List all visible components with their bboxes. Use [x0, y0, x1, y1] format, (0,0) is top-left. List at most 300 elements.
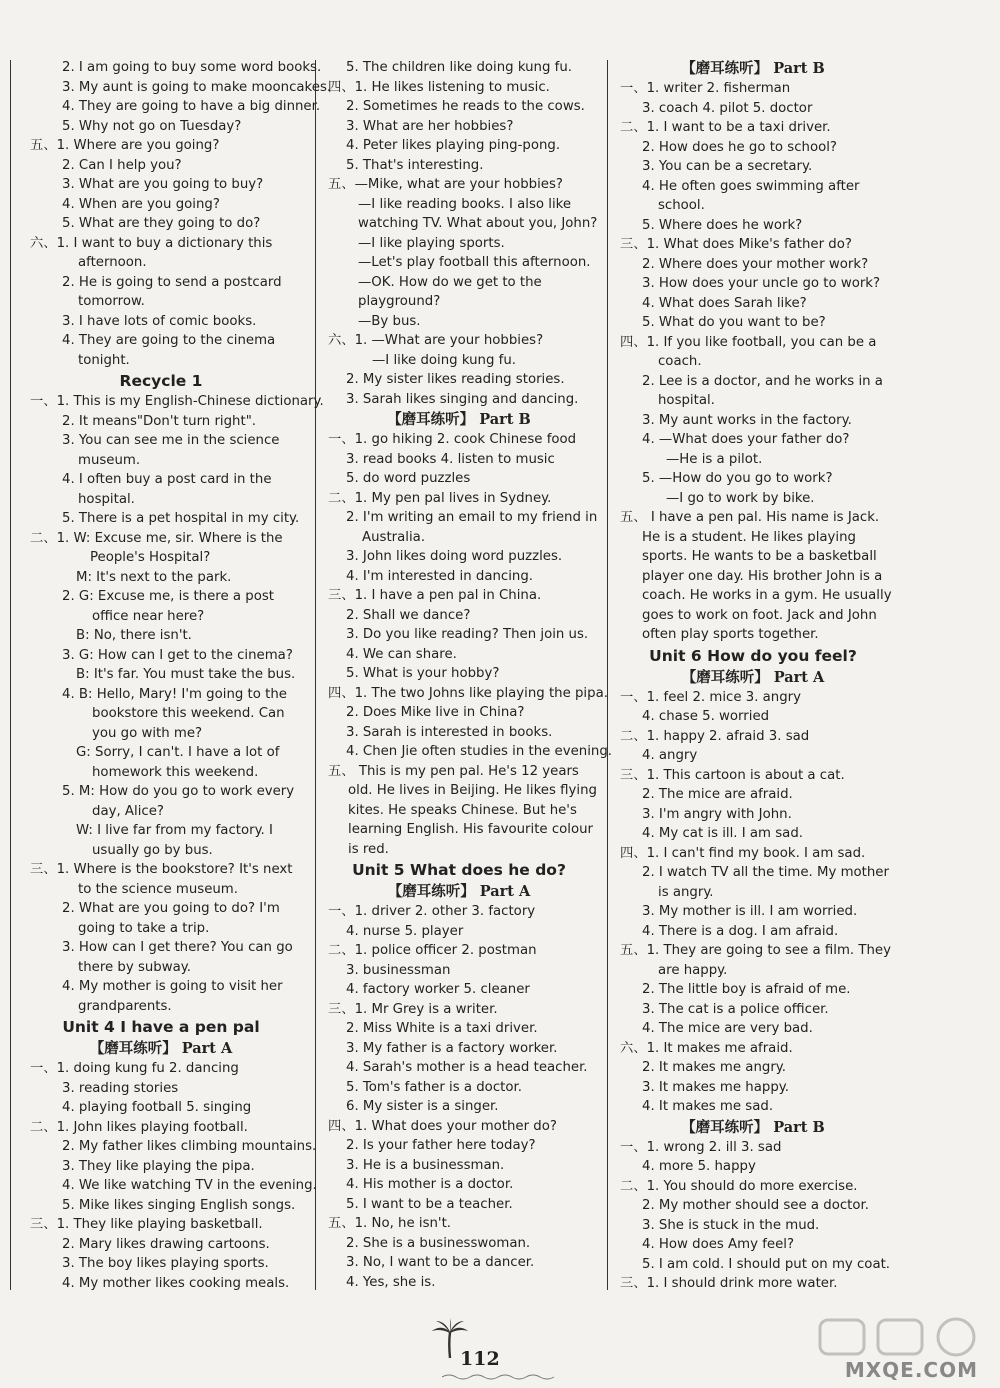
- answer-line: [30, 782, 295, 802]
- answer-line: [30, 548, 292, 568]
- answer-line: [620, 118, 886, 138]
- answer-line: [30, 1157, 292, 1177]
- answer-text: I have a pen pal. His name is Jack.: [646, 510, 880, 525]
- answer-line: [30, 312, 292, 332]
- answer-text: kites. He speaks Chinese. But he's: [348, 802, 577, 818]
- answer-column-3: [620, 58, 892, 1294]
- answer-text: day, Alice?: [92, 803, 164, 819]
- answer-line: [328, 1019, 590, 1039]
- answer-text: 4. Chen Jie often studies in the evening.: [346, 744, 612, 759]
- answer-line: [30, 587, 292, 607]
- answer-text: M: It's next to the park.: [76, 569, 232, 585]
- answer-line: [328, 175, 590, 195]
- answer-text: 4. chase 5. worried: [642, 709, 770, 724]
- answer-line: [328, 1175, 590, 1195]
- answer-line: [30, 273, 292, 293]
- answer-text: 5. —How do you go to work?: [642, 471, 833, 486]
- answer-line: [30, 1059, 292, 1079]
- answer-text: is angry.: [658, 884, 714, 900]
- answer-line: [30, 1274, 292, 1294]
- answer-text: 4. factory worker 5. cleaner: [346, 982, 530, 997]
- answer-line: [620, 980, 886, 1000]
- answer-text: 3. He is a businessman.: [346, 1157, 505, 1173]
- answer-line: [30, 977, 292, 997]
- answer-line: [30, 412, 292, 432]
- part-heading: 【磨耳练听】 Part B: [681, 60, 825, 77]
- answer-line: [30, 1079, 292, 1099]
- answer-text: bookstore this weekend. Can: [92, 706, 285, 721]
- answer-line: [328, 312, 590, 332]
- answer-text: 3. The boy likes playing sports.: [62, 1256, 269, 1271]
- answer-line: [620, 1000, 886, 1020]
- answer-line: [30, 1235, 292, 1255]
- answer-line: [620, 1177, 886, 1197]
- answer-line: [620, 766, 886, 786]
- section-marker: 六、: [30, 235, 57, 251]
- answer-line: [620, 1196, 886, 1216]
- answer-text: —I like doing kung fu.: [372, 352, 516, 368]
- answer-text: school.: [658, 198, 705, 213]
- answer-text: 4. There is a dog. I am afraid.: [642, 923, 839, 939]
- answer-line: [620, 1274, 886, 1294]
- answer-line: [328, 351, 590, 371]
- section-marker: 三、: [328, 588, 355, 603]
- answer-text: 1. writer 2. fisherman: [646, 81, 791, 96]
- section-marker: 一、: [328, 904, 355, 919]
- answer-text: W: I live far from my factory. I: [76, 823, 273, 838]
- section-marker: 四、: [328, 79, 355, 95]
- answer-line: [328, 645, 590, 665]
- answer-line: [620, 99, 886, 119]
- answer-text: 1. I can't find my book. I am sad.: [646, 845, 866, 861]
- section-marker: 二、: [328, 490, 355, 506]
- answer-line: [328, 1273, 590, 1293]
- answer-text: 1. Where are you going?: [56, 138, 220, 153]
- answer-text: 4. How does Amy feel?: [642, 1237, 794, 1252]
- answer-line: [328, 195, 590, 215]
- answer-line: [30, 763, 292, 783]
- answer-line: [30, 1215, 292, 1235]
- answer-text: —He is a pilot.: [666, 451, 763, 467]
- answer-text: 4. I often buy a post card in the: [62, 472, 272, 487]
- answer-text: 1. If you like football, you can be a: [646, 334, 877, 350]
- answer-column-2: [328, 58, 612, 1292]
- section-marker: 二、: [328, 943, 355, 958]
- answer-text: 3. My aunt works in the factory.: [642, 412, 852, 428]
- answer-text: 5. There is a pet hospital in my city.: [62, 511, 300, 526]
- answer-line: [620, 157, 886, 177]
- answer-text: 5. I am cold. I should put on my coat.: [642, 1256, 891, 1272]
- answer-text: goes to work on foot. Jack and John: [642, 607, 877, 623]
- answer-line: [30, 156, 292, 176]
- answer-text: B: No, there isn't.: [76, 628, 192, 643]
- answer-line: [620, 372, 886, 392]
- answer-text: 3. You can see me in the science: [62, 433, 280, 448]
- answer-line: [620, 469, 886, 489]
- answer-text: 4. It makes me sad.: [642, 1099, 774, 1114]
- answer-text: is red.: [348, 841, 389, 857]
- answer-text: 3. Sarah likes singing and dancing.: [346, 391, 579, 407]
- answer-line: [620, 1157, 886, 1177]
- answer-line: [328, 961, 590, 981]
- answer-text: 5. Tom's father is a doctor.: [346, 1079, 522, 1095]
- answer-line: [30, 470, 292, 490]
- answer-text: 3. Do you like reading? Then join us.: [346, 627, 589, 642]
- answer-line: [30, 529, 292, 549]
- answer-line: [328, 331, 590, 351]
- answer-line: [620, 805, 886, 825]
- answer-text: 1. Mr Grey is a writer.: [354, 1001, 498, 1017]
- answer-text: tomorrow.: [78, 294, 145, 309]
- answer-text: B: It's far. You must take the bus.: [76, 667, 296, 682]
- answer-text: 4. Sarah's mother is a head teacher.: [346, 1060, 588, 1075]
- part-heading: 【磨耳练听】 Part B: [681, 1118, 825, 1136]
- answer-line: [30, 646, 292, 666]
- answer-text: player one day. His brother John is a: [642, 568, 883, 584]
- answer-text: 2. I am going to buy some word books.: [62, 60, 322, 75]
- answer-line: [328, 1039, 590, 1059]
- answer-line: [30, 97, 321, 117]
- answer-line: [328, 547, 590, 567]
- answer-line: [328, 922, 590, 942]
- answer-text: —I like reading books. I also like: [358, 196, 572, 212]
- answer-line: [328, 136, 590, 156]
- answer-line: [30, 568, 292, 588]
- answer-text: are happy.: [658, 962, 728, 978]
- answer-text: 4. His mother is a doctor.: [346, 1177, 514, 1192]
- answer-text: 4. B: Hello, Mary! I'm going to the: [62, 686, 287, 702]
- answer-text: 6. My sister is a singer.: [346, 1099, 499, 1114]
- answer-text: 1. feel 2. mice 3. angry: [646, 689, 802, 705]
- answer-line: [328, 606, 590, 626]
- answer-line: [328, 1000, 590, 1020]
- answer-text: there by subway.: [78, 959, 191, 975]
- answer-line: [620, 1039, 886, 1059]
- answer-line: [620, 333, 886, 353]
- answer-text: usually go by bus.: [92, 842, 213, 858]
- answer-line: [328, 97, 590, 117]
- answer-text: 1. I have a pen pal in China.: [354, 588, 542, 603]
- answer-text: 3. I'm angry with John.: [642, 806, 792, 822]
- answer-line: [30, 117, 292, 137]
- section-marker: 五、: [328, 763, 355, 779]
- answer-text: watching TV. What about you, John?: [358, 216, 598, 231]
- answer-line: [328, 840, 590, 860]
- answer-text: 2. How does he go to school?: [642, 139, 837, 155]
- answer-text: 5. M: How do you go to work every: [62, 784, 295, 799]
- answer-line: [30, 841, 292, 861]
- answer-text: 3. G: How can I get to the cinema?: [62, 647, 293, 663]
- answer-text: 2. I watch TV all the time. My mother: [642, 865, 889, 880]
- section-marker: 一、: [620, 81, 647, 96]
- section-marker: 五、: [620, 943, 647, 958]
- answer-text: playground?: [358, 294, 441, 309]
- answer-line: [30, 58, 322, 78]
- answer-text: 1. happy 2. afraid 3. sad: [646, 728, 810, 744]
- section-marker: 四、: [620, 845, 647, 861]
- answer-text: learning English. His favourite colour: [348, 822, 593, 837]
- answer-line: [620, 313, 886, 333]
- answer-text: 1. police officer 2. postman: [354, 943, 537, 958]
- answer-line: [328, 1097, 590, 1117]
- answer-line: [328, 370, 590, 390]
- answer-text: 4. They are going to the cinema: [62, 333, 276, 348]
- answer-line: [328, 1156, 590, 1176]
- answer-text: 2. What are you going to do? I'm: [62, 901, 280, 916]
- answer-text: old. He lives in Beijing. He likes flying: [348, 783, 597, 798]
- answer-line: [620, 216, 886, 236]
- answer-text: hospital.: [658, 393, 715, 408]
- answer-text: 4. My cat is ill. I am sad.: [642, 826, 803, 841]
- section-marker: 四、: [328, 685, 355, 701]
- unit-heading: Recycle 1: [119, 372, 203, 390]
- answer-line: [620, 961, 886, 981]
- answer-text: 2. Does Mike live in China?: [346, 705, 525, 720]
- answer-text: 3. No, I want to be a dancer.: [346, 1255, 535, 1270]
- answer-line: [30, 351, 292, 371]
- answer-line: [30, 431, 292, 451]
- answer-line: [328, 253, 590, 273]
- answer-text: 3. How does your uncle go to work?: [642, 276, 881, 291]
- part-heading: 【磨耳练听】 Part A: [387, 883, 531, 900]
- answer-line: [328, 78, 590, 98]
- answer-text: 4. Yes, she is.: [346, 1274, 436, 1290]
- answer-line: [328, 1117, 590, 1137]
- answer-line: [30, 1118, 292, 1138]
- answer-line: [30, 451, 292, 471]
- answer-line: [30, 331, 292, 351]
- answer-column-1: [30, 58, 332, 1293]
- answer-line: [30, 938, 292, 958]
- answer-line: [620, 1255, 891, 1275]
- answer-text: —By bus.: [358, 313, 421, 329]
- answer-line: [620, 79, 886, 99]
- answer-text: 4. —What does your father do?: [642, 432, 850, 447]
- section-marker: 二、: [30, 1119, 57, 1135]
- answer-line: [30, 214, 292, 234]
- answer-line: [30, 392, 324, 412]
- answer-line: [328, 528, 590, 548]
- answer-line: [620, 235, 886, 255]
- answer-text: 2. It makes me angry.: [642, 1060, 786, 1075]
- section-marker: 一、: [620, 689, 647, 705]
- answer-line: [30, 802, 292, 822]
- answer-text: 2. My father likes climbing mountains.: [62, 1139, 317, 1154]
- answer-line: [620, 294, 886, 314]
- answer-line: [620, 255, 886, 275]
- answer-line: [620, 489, 886, 509]
- answer-line: [620, 1019, 886, 1039]
- answer-line: [620, 430, 886, 450]
- section-marker: 二、: [620, 1178, 647, 1194]
- answer-line: [328, 625, 590, 645]
- answer-line: [30, 292, 292, 312]
- answer-line: [328, 902, 590, 922]
- section-marker: 一、: [30, 394, 57, 409]
- answer-line: [328, 762, 590, 782]
- section-marker: 三、: [30, 862, 57, 877]
- answer-text: 1. They are going to see a film. They: [646, 943, 891, 958]
- answer-line: [620, 450, 886, 470]
- answer-line: [328, 1214, 590, 1234]
- section-marker: 三、: [328, 1001, 355, 1017]
- answer-text: 1. It makes me afraid.: [646, 1040, 793, 1056]
- answer-text: Australia.: [362, 529, 426, 545]
- section-marker: 一、: [30, 1061, 57, 1076]
- answer-line: [30, 665, 296, 685]
- answer-line: [328, 801, 590, 821]
- answer-line: [328, 156, 590, 176]
- answer-line: [328, 450, 590, 470]
- answer-line: [620, 922, 886, 942]
- answer-text: 1. He likes listening to music.: [354, 79, 550, 95]
- answer-text: 1. John likes playing football.: [56, 1119, 248, 1135]
- section-marker: 五、: [328, 1216, 355, 1231]
- answer-line: [30, 1254, 292, 1274]
- answer-text: 3. John likes doing word puzzles.: [346, 549, 563, 564]
- answer-text: to the science museum.: [78, 881, 238, 897]
- answer-text: 2. She is a businesswoman.: [346, 1235, 531, 1251]
- section-marker: 三、: [620, 237, 647, 252]
- answer-text: 1. You should do more exercise.: [646, 1178, 858, 1194]
- watermark-text: MXQE.COM: [844, 1358, 978, 1382]
- answer-text: —I like playing sports.: [358, 235, 505, 251]
- answer-text: 4. They are going to have a big dinner.: [62, 99, 321, 114]
- answer-text: 2. Mary likes drawing cartoons.: [62, 1236, 270, 1252]
- answer-line: [328, 1195, 590, 1215]
- answer-text: 4. playing football 5. singing: [62, 1100, 252, 1115]
- answer-text: 3. Sarah is interested in books.: [346, 724, 553, 740]
- answer-line: [30, 821, 292, 841]
- answer-line: [30, 175, 292, 195]
- answer-line: [328, 489, 590, 509]
- answer-text: sports. He wants to be a basketball: [642, 549, 877, 564]
- answer-text: 2. Can I help you?: [62, 157, 182, 173]
- answer-line: [620, 883, 886, 903]
- section-marker: 二、: [620, 120, 647, 135]
- answer-text: 1. doing kung fu 2. dancing: [56, 1061, 239, 1076]
- answer-text: 1. Where is the bookstore? It's next: [56, 862, 293, 877]
- answer-text: 3. What are her hobbies?: [346, 118, 514, 134]
- section-marker: 二、: [620, 728, 647, 744]
- answer-text: He is a student. He likes playing: [642, 529, 856, 545]
- answer-text: 3. What are you going to buy?: [62, 177, 264, 192]
- answer-text: 2. The little boy is afraid of me.: [642, 982, 851, 997]
- section-marker: 三、: [620, 1276, 647, 1291]
- answer-text: 1. This is my English-Chinese dictionary.: [56, 394, 324, 409]
- answer-line: [30, 490, 292, 510]
- section-marker: 一、: [620, 1139, 647, 1155]
- answer-line: [620, 824, 886, 844]
- answer-line: [328, 567, 590, 587]
- answer-text: coach.: [658, 354, 702, 369]
- answer-line: [328, 1136, 590, 1156]
- part-heading: 【磨耳练听】 Part A: [681, 668, 825, 686]
- answer-text: This is my pen pal. He's 12 years: [354, 763, 579, 779]
- wave-ornament: [442, 1373, 558, 1381]
- answer-line: [328, 214, 598, 234]
- answer-text: 1. go hiking 2. cook Chinese food: [354, 432, 577, 447]
- answer-text: 2. Where does your mother work?: [642, 256, 869, 272]
- answer-line: [328, 586, 590, 606]
- answer-text: 3. It makes me happy.: [642, 1079, 789, 1095]
- answer-text: 4. My mother is going to visit her: [62, 979, 283, 994]
- answer-text: going to take a trip.: [78, 920, 210, 936]
- section-marker: 四、: [328, 1118, 355, 1134]
- answer-line: [328, 273, 590, 293]
- answer-line: [620, 508, 886, 528]
- answer-line: [620, 902, 886, 922]
- answer-text: 2. G: Excuse me, is there a post: [62, 589, 274, 604]
- answer-text: —I go to work by bike.: [666, 490, 815, 506]
- answer-line: [30, 958, 292, 978]
- answer-line: [620, 1078, 886, 1098]
- answer-text: 3. read books 4. listen to music: [346, 451, 555, 467]
- answer-text: 4. angry: [642, 748, 698, 763]
- answer-line: [30, 685, 292, 705]
- answer-text: 5. Where does he work?: [642, 217, 803, 233]
- answer-text: —OK. How do we get to the: [358, 274, 542, 290]
- unit-heading: Unit 4 I have a pen pal: [62, 1018, 260, 1036]
- answer-text: —Mike, what are your hobbies?: [354, 177, 563, 192]
- answer-line: [620, 688, 886, 708]
- answer-text: 1. No, he isn't.: [354, 1216, 452, 1231]
- answer-text: coach. He works in a gym. He usually: [642, 588, 892, 603]
- answer-text: 4. We can share.: [346, 646, 457, 662]
- answer-line: [328, 723, 590, 743]
- answer-line: [30, 1137, 317, 1157]
- answer-line: [328, 390, 590, 410]
- answer-line: [30, 509, 300, 529]
- answer-text: 5. I want to be a teacher.: [346, 1196, 513, 1212]
- answer-line: [30, 880, 292, 900]
- part-heading: 【磨耳练听】 Part A: [89, 1040, 233, 1057]
- answer-line: [620, 625, 886, 645]
- answer-line: [620, 863, 889, 883]
- answer-line: [30, 724, 292, 744]
- answer-text: afternoon.: [78, 255, 147, 270]
- answer-text: 2. Is your father here today?: [346, 1138, 536, 1153]
- answer-line: [620, 746, 886, 766]
- answer-line: [620, 707, 886, 727]
- answer-line: [620, 727, 886, 747]
- answer-text: 5. Why not go on Tuesday?: [62, 118, 242, 134]
- answer-line: [328, 980, 590, 1000]
- answer-text: 1. —What are your hobbies?: [354, 333, 544, 348]
- answer-text: 4. Peter likes playing ping-pong.: [346, 138, 561, 153]
- answer-line: [30, 704, 292, 724]
- column-rule-left: [10, 60, 11, 1290]
- answer-line: [620, 391, 886, 411]
- section-marker: 二、: [30, 530, 57, 546]
- answer-line: [30, 136, 292, 156]
- answer-text: 2. Lee is a doctor, and he works in a: [642, 373, 883, 389]
- answer-text: 4. When are you going?: [62, 196, 220, 212]
- answer-text: 1. They like playing basketball.: [56, 1217, 263, 1232]
- answer-text: 2. Shall we dance?: [346, 607, 471, 623]
- answer-text: 3. I have lots of comic books.: [62, 313, 257, 329]
- answer-text: 4. He often goes swimming after: [642, 178, 860, 194]
- answer-line: [620, 138, 886, 158]
- answer-line: [30, 253, 292, 273]
- answer-text: 1. I want to be a taxi driver.: [646, 120, 831, 135]
- answer-line: [620, 547, 886, 567]
- answer-text: 3. coach 4. pilot 5. doctor: [642, 100, 813, 116]
- answer-text: 3. My mother is ill. I am worried.: [642, 904, 858, 919]
- answer-text: 3. You can be a secretary.: [642, 159, 813, 174]
- answer-text: 1. The two Johns like playing the pipa.: [354, 685, 608, 701]
- unit-heading: Unit 5 What does he do?: [352, 861, 566, 879]
